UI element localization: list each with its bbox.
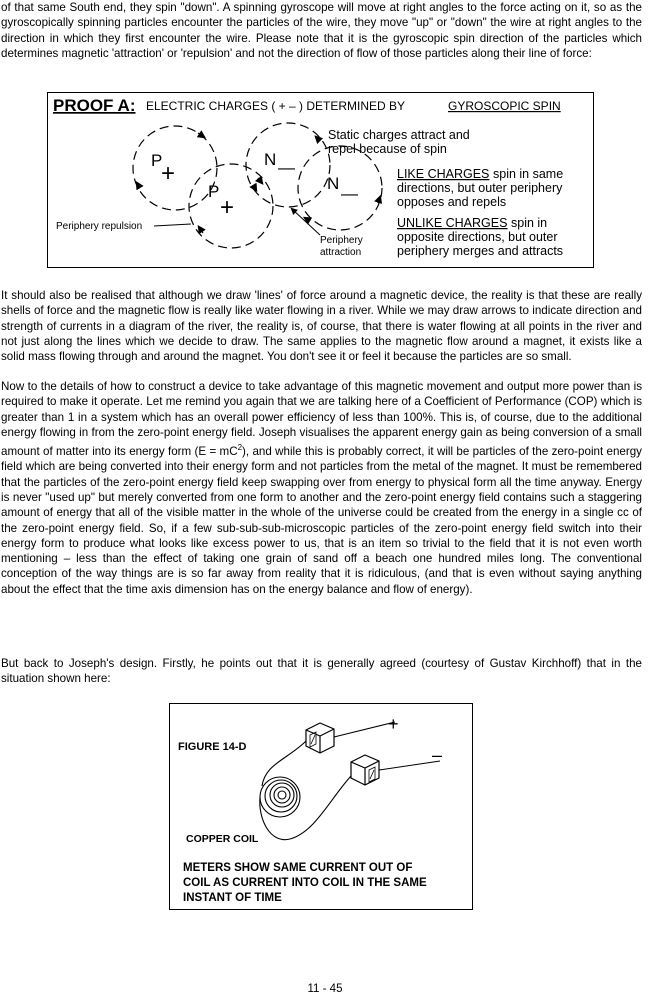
particle-n2-letter: N (327, 174, 340, 193)
particle-n1-sign: — (278, 158, 295, 177)
minus-terminal: – (432, 745, 443, 765)
like-charges-line1: spin in same (493, 167, 564, 181)
paragraph-construction-part2: ), and while this is probably correct, it will be particles of the zero-point energy field which are being converted into their energy form and not particles from the metal of the magnet. It must be remembered that the particles of the zero-point energy field keep swapping over from energy to physical form all the time anyway. Energy is never "used up" but merely converted from one form to another and the zero-point energy field contains such a staggering amount of energy that all of the visible matter in the whole of the universe could be created from the energy in a single cc of the zero-point energy field. So, if a few sub-sub-sub-microscopic particles of the zero-point energy field switch into their energy form to produce what looks like excess power to us, that is an item so trivial to the field that it is not even worth mentioning – less than the effect of taking one grain of sand off a beach one hundred miles long. The conventional conception of the way things are is so far away from reality that it is ridiculous, (and that is even without saying anything about the effect that the time axis dimension has on the energy balance and flow of energy). (1, 445, 642, 596)
unlike-charges-heading: UNLIKE CHARGES (397, 216, 508, 230)
static-charges-line1: Static charges attract and (328, 128, 470, 142)
figure-14-d-caption-1: METERS SHOW SAME CURRENT OUT OF (183, 862, 413, 874)
particle-n1-letter: N (264, 150, 277, 169)
plus-lead (334, 722, 395, 737)
periphery-repulsion-pointer (154, 224, 191, 226)
copper-coil (260, 741, 351, 840)
paragraph-construction-part1: Now to the details of how to construct a device to take advantage of this magnetic movement and output more power than is required to make it operate. Let me remind you again that we are talking here of a Coefficient of Performance (COP) which is greater than 1 in a system which has an overall power efficiency of less than 100%. This is, of course, due to the additional energy flowing in from the zero-point energy field. Joseph visualises the apparent energy gain as being conversion of a small amount of matter into its energy form (E = mC (1, 380, 642, 459)
figure-14-d (169, 703, 473, 910)
proof-a-diagram (48, 93, 592, 266)
unlike-charges-line3: periphery merges and attracts (397, 244, 564, 258)
unlike-charges-line1: spin in (511, 216, 548, 230)
paragraph-shells-of-force: It should also be realised that although we draw 'lines' of force around a magnetic device, the reality is that these are really shells of force and the magnetic flow is really like water flowing in a river. While we may draw arrows to indicate direction and strength of currents in a diagram of the river, the reality is, of course, that there is water flowing at all points in the river and not just along the lines which we decide to draw. The same applies to the magnetic flow around a magnet, it exists like a solid mass flowing through and around the magnet. You don't see it or feel it because the particles are so small. (1, 289, 642, 364)
proof-a-title: PROOF A: (53, 96, 136, 115)
periphery-repulsion-label: Periphery repulsion (56, 221, 143, 232)
paragraph-construction-details (1, 379, 642, 597)
figure-14-d-diagram (170, 704, 471, 908)
minus-lead (379, 761, 440, 770)
proof-a-heading: ELECTRIC CHARGES ( + – ) DETERMINED BY (146, 99, 406, 113)
paragraph-josephs-design: But back to Joseph's design. Firstly, he points out that it is generally agreed (courtesy of Gustav Kirchhoff) that in the situation shown here: (1, 657, 642, 686)
page-number: 11 - 45 (307, 983, 343, 995)
periphery-attraction-label-1: Periphery (320, 235, 363, 246)
superscript-two: 2 (237, 443, 243, 453)
like-charges-line2: directions, but outer periphery (397, 181, 563, 195)
spin-circle-n2 (298, 146, 382, 230)
figure-14-d-caption-3: INSTANT OF TIME (183, 892, 282, 904)
particle-p1-letter: P (151, 151, 163, 170)
copper-coil-label: COPPER COIL (186, 833, 259, 845)
figure-14-d-title: FIGURE 14-D (178, 741, 247, 753)
paragraph-gyroscope: of that same South end, they spin "down". A spinning gyroscope will move at right angles to the force acting on it, so as the gyroscopically spinning particles encounter the particles of the wire, they move "up" or "down" the wire at right angles to the direction in which they first encounter the wire. Please note that it is the gyroscopic spin direction of the particles which determines magnetic 'attraction' or 'repulsion' and not the direction of flow of those particles along their line of force: (1, 1, 642, 60)
periphery-attraction-label-2: attraction (320, 247, 362, 258)
particle-p2-letter: P (208, 182, 220, 201)
static-charges-line2: repel because of spin (328, 142, 447, 156)
unlike-charges-line2: opposite directions, but outer (397, 230, 558, 244)
like-charges-line3: opposes and repels (397, 195, 507, 209)
figure-14-d-caption-2: COIL AS CURRENT INTO COIL IN THE SAME (183, 877, 427, 889)
plus-terminal: + (388, 714, 399, 734)
proof-a-gyroscopic: GYROSCOPIC SPIN (448, 99, 561, 113)
particle-n2-sign: — (341, 184, 358, 203)
like-charges-heading: LIKE CHARGES (397, 167, 490, 181)
particle-p1-sign: + (161, 160, 176, 187)
particle-p2-sign: + (220, 194, 235, 221)
figure-proof-a (47, 92, 594, 268)
